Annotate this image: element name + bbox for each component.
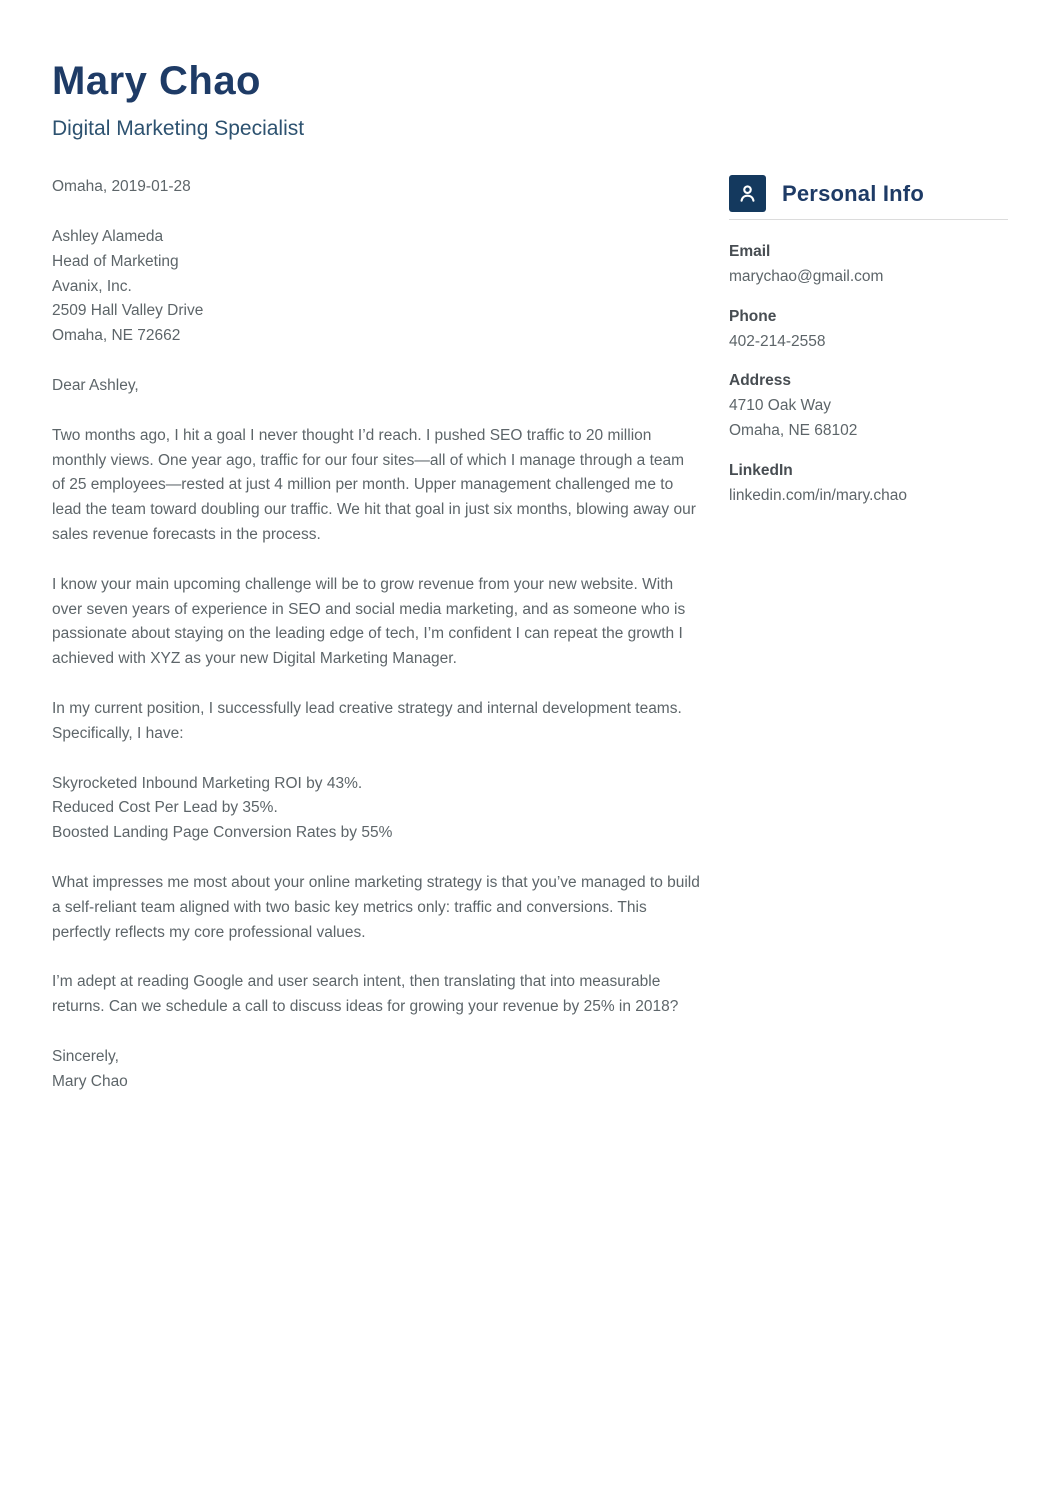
person-icon <box>729 175 766 212</box>
linkedin-label: LinkedIn <box>729 461 793 479</box>
paragraph-4: What impresses me most about your online marketing strategy is that you’ve managed to build a self-reliant team aligned with two basic key metrics only: traffic and conversions. This perfectly reflects my core professional values. <box>52 873 700 941</box>
letter-body <box>52 175 700 1119</box>
paragraph-3: In my current position, I successfully lead creative strategy and internal development teams. Specifically, I have: <box>52 699 682 742</box>
content-columns <box>52 175 1008 1119</box>
address-label: Address <box>729 372 792 390</box>
recipient-name: Ashley Alameda <box>52 227 164 245</box>
paragraph-5: I’m adept at reading Google and user search intent, then translating that into measurable returns. Can we schedule a call to discuss ideas for growing your revenue by 25% in 2018? <box>52 973 679 1016</box>
phone-label: Phone <box>729 307 777 325</box>
personal-info-sidebar <box>729 175 1008 523</box>
linkedin-value: linkedin.com/in/mary.chao <box>729 486 908 504</box>
recipient-title: Head of Marketing <box>52 252 179 270</box>
achievements-list <box>52 772 700 846</box>
phone-value: 402-214-2558 <box>729 332 826 350</box>
document-header <box>52 58 1008 141</box>
email-value: marychao@gmail.com <box>729 267 884 285</box>
sidebar-divider <box>729 219 1008 220</box>
paragraph-2: I know your main upcoming challenge will be to grow revenue from your new website. With over seven years of experience in SEO and social media marketing, and as someone who is passionate about staying on the leading edge of tech, I’m confident I can repeat the growth I achieved with XYZ as your new Digital Marketing Manager. <box>52 575 686 668</box>
sidebar-title: Personal Info <box>782 180 924 206</box>
signature-name: Mary Chao <box>52 1072 128 1090</box>
sidebar-field-phone <box>729 305 1008 355</box>
applicant-name: Mary Chao <box>52 59 261 103</box>
sidebar-header <box>729 175 1008 212</box>
email-label: Email <box>729 243 771 261</box>
applicant-job-title: Digital Marketing Specialist <box>52 117 305 140</box>
paragraph-1: Two months ago, I hit a goal I never thought I’d reach. I pushed SEO traffic to 20 million monthly views. One year ago, traffic for our four sites—all of which I manage through a team of 25 employees—rested at just 4 million per month. Upper management challenged me to lead the team toward doubling our traffic. We hit that goal in just six months, blowing away our sales revenue forecasts in the process. <box>52 426 696 543</box>
recipient-company: Avanix, Inc. <box>52 277 132 295</box>
signoff: Sincerely, <box>52 1047 119 1065</box>
signature-block <box>52 1045 700 1095</box>
achievement-item: Boosted Landing Page Conversion Rates by 55% <box>52 824 393 842</box>
address-line-1: 4710 Oak Way <box>729 397 831 415</box>
sidebar-field-email <box>729 240 1008 290</box>
achievement-item: Skyrocketed Inbound Marketing ROI by 43%. <box>52 774 363 792</box>
salutation: Dear Ashley, <box>52 376 139 394</box>
achievement-item: Reduced Cost Per Lead by 35%. <box>52 799 278 817</box>
address-line-2: Omaha, NE 68102 <box>729 421 858 439</box>
date-line: Omaha, 2019-01-28 <box>52 178 191 196</box>
recipient-block <box>52 225 700 349</box>
sidebar-field-linkedin <box>729 459 1008 509</box>
sidebar-field-address <box>729 369 1008 443</box>
recipient-street: 2509 Hall Valley Drive <box>52 302 204 320</box>
recipient-city: Omaha, NE 72662 <box>52 327 181 345</box>
